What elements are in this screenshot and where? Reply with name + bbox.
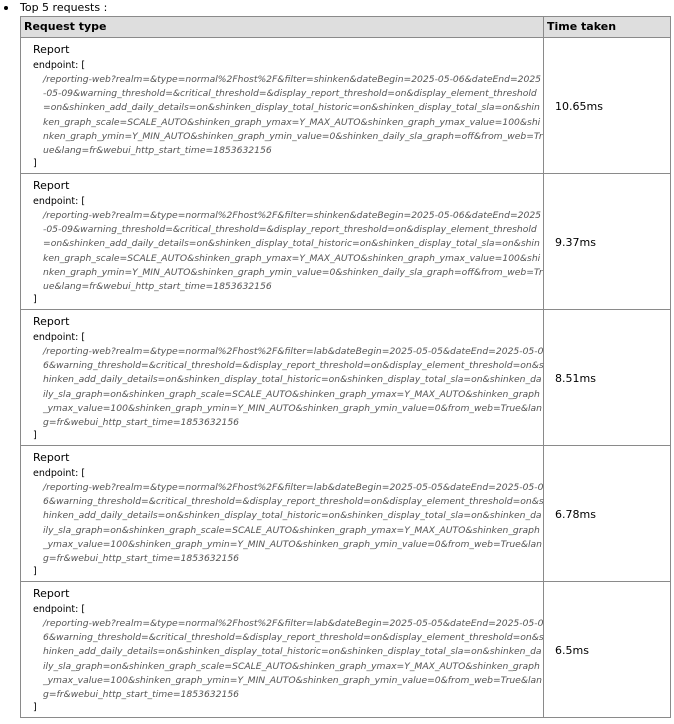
time-cell — [544, 446, 671, 582]
request-type: Report — [33, 43, 70, 56]
endpoint-url: /reporting-web?realm=&type=normal%2Fhost%2F&filter=lab&dateBegin=2025-05-05&dateEnd=2025-05-06&warning_threshold=&critical_threshold=&display_report_threshold=on&display_element_threshold=on&shinken_add_daily_details=on&shinken_display_total_historic=on&shinken_display_total_sla=on&shinken_daily_sla_graph=on&shinken_graph_scale=SCALE_AUTO&shinken_graph_ymax=Y_MAX_AUTO&shinken_graph_ymax_value=100&shinken_graph_ymin=Y_MIN_AUTO&shinken_graph_ymin_value=0&from_web=True&lang=fr&webui_http_start_time=1853632156 — [43, 346, 544, 429]
endpoint-url: /reporting-web?realm=&type=normal%2Fhost%2F&filter=shinken&dateBegin=2025-05-06&dateEnd=2025-05-09&warning_threshold=&critical_threshold=&display_report_threshold=on&display_element_threshold=on&shinken_add_daily_details=on&shinken_display_total_historic=on&shinken_display_total_sla=on&shinken_graph_scale=SCALE_AUTO&shinken_graph_ymax=Y_MAX_AUTO&shinken_graph_ymax_value=100&shinken_graph_ymin=Y_MIN_AUTO&shinken_graph_ymin_value=0&shinken_daily_sla_graph=off&from_web=True&lang=fr&webui_http_start_time=1853632156 — [43, 74, 543, 157]
time-taken: 10.65ms — [555, 100, 603, 113]
request-type: Report — [33, 451, 70, 464]
endpoint-label: endpoint: [ — [33, 604, 86, 615]
column-header-time-taken: Time taken — [544, 17, 671, 38]
request-type: Report — [33, 315, 70, 328]
time-taken: 8.51ms — [555, 372, 596, 385]
request-cell — [21, 446, 544, 582]
endpoint-label: endpoint: [ — [33, 332, 86, 343]
column-header-request-type: Request type — [21, 17, 544, 38]
time-cell — [544, 174, 671, 310]
table-header-row — [21, 17, 671, 38]
endpoint-label: endpoint: [ — [33, 60, 86, 71]
table-row — [21, 38, 671, 174]
table-row — [21, 310, 671, 446]
endpoint-label: endpoint: [ — [33, 468, 86, 479]
table-row — [21, 174, 671, 310]
endpoint-url: /reporting-web?realm=&type=normal%2Fhost%2F&filter=shinken&dateBegin=2025-05-06&dateEnd=2025-05-09&warning_threshold=&critical_threshold=&display_report_threshold=on&display_element_threshold=on&shinken_add_daily_details=on&shinken_display_total_historic=on&shinken_display_total_sla=on&shinken_graph_scale=SCALE_AUTO&shinken_graph_ymax=Y_MAX_AUTO&shinken_graph_ymax_value=100&shinken_graph_ymin=Y_MIN_AUTO&shinken_graph_ymin_value=0&shinken_daily_sla_graph=off&from_web=True&lang=fr&webui_http_start_time=1853632156 — [43, 210, 543, 293]
requests-table — [20, 16, 671, 718]
endpoint-close: ] — [33, 294, 37, 305]
endpoint-close: ] — [33, 702, 37, 713]
top-requests-heading — [0, 0, 674, 16]
request-type: Report — [33, 587, 70, 600]
time-cell — [544, 582, 671, 718]
table-row — [21, 446, 671, 582]
endpoint-close: ] — [33, 430, 37, 441]
request-cell — [21, 582, 544, 718]
endpoint-close: ] — [33, 566, 37, 577]
request-cell — [21, 38, 544, 174]
heading-text: Top 5 requests : — [20, 1, 108, 14]
request-cell — [21, 310, 544, 446]
request-type: Report — [33, 179, 70, 192]
endpoint-url: /reporting-web?realm=&type=normal%2Fhost%2F&filter=lab&dateBegin=2025-05-05&dateEnd=2025-05-06&warning_threshold=&critical_threshold=&display_report_threshold=on&display_element_threshold=on&shinken_add_daily_details=on&shinken_display_total_historic=on&shinken_display_total_sla=on&shinken_daily_sla_graph=on&shinken_graph_scale=SCALE_AUTO&shinken_graph_ymax=Y_MAX_AUTO&shinken_graph_ymax_value=100&shinken_graph_ymin=Y_MIN_AUTO&shinken_graph_ymin_value=0&from_web=True&lang=fr&webui_http_start_time=1853632156 — [43, 618, 544, 701]
time-cell — [544, 310, 671, 446]
time-taken: 6.5ms — [555, 644, 589, 657]
request-cell — [21, 174, 544, 310]
time-taken: 6.78ms — [555, 508, 596, 521]
time-cell — [544, 38, 671, 174]
endpoint-label: endpoint: [ — [33, 196, 86, 207]
bullet-icon — [4, 6, 8, 10]
endpoint-url: /reporting-web?realm=&type=normal%2Fhost%2F&filter=lab&dateBegin=2025-05-05&dateEnd=2025-05-06&warning_threshold=&critical_threshold=&display_report_threshold=on&display_element_threshold=on&shinken_add_daily_details=on&shinken_display_total_historic=on&shinken_display_total_sla=on&shinken_daily_sla_graph=on&shinken_graph_scale=SCALE_AUTO&shinken_graph_ymax=Y_MAX_AUTO&shinken_graph_ymax_value=100&shinken_graph_ymin=Y_MIN_AUTO&shinken_graph_ymin_value=0&from_web=True&lang=fr&webui_http_start_time=1853632156 — [43, 482, 544, 565]
time-taken: 9.37ms — [555, 236, 596, 249]
table-row — [21, 582, 671, 718]
endpoint-close: ] — [33, 158, 37, 169]
